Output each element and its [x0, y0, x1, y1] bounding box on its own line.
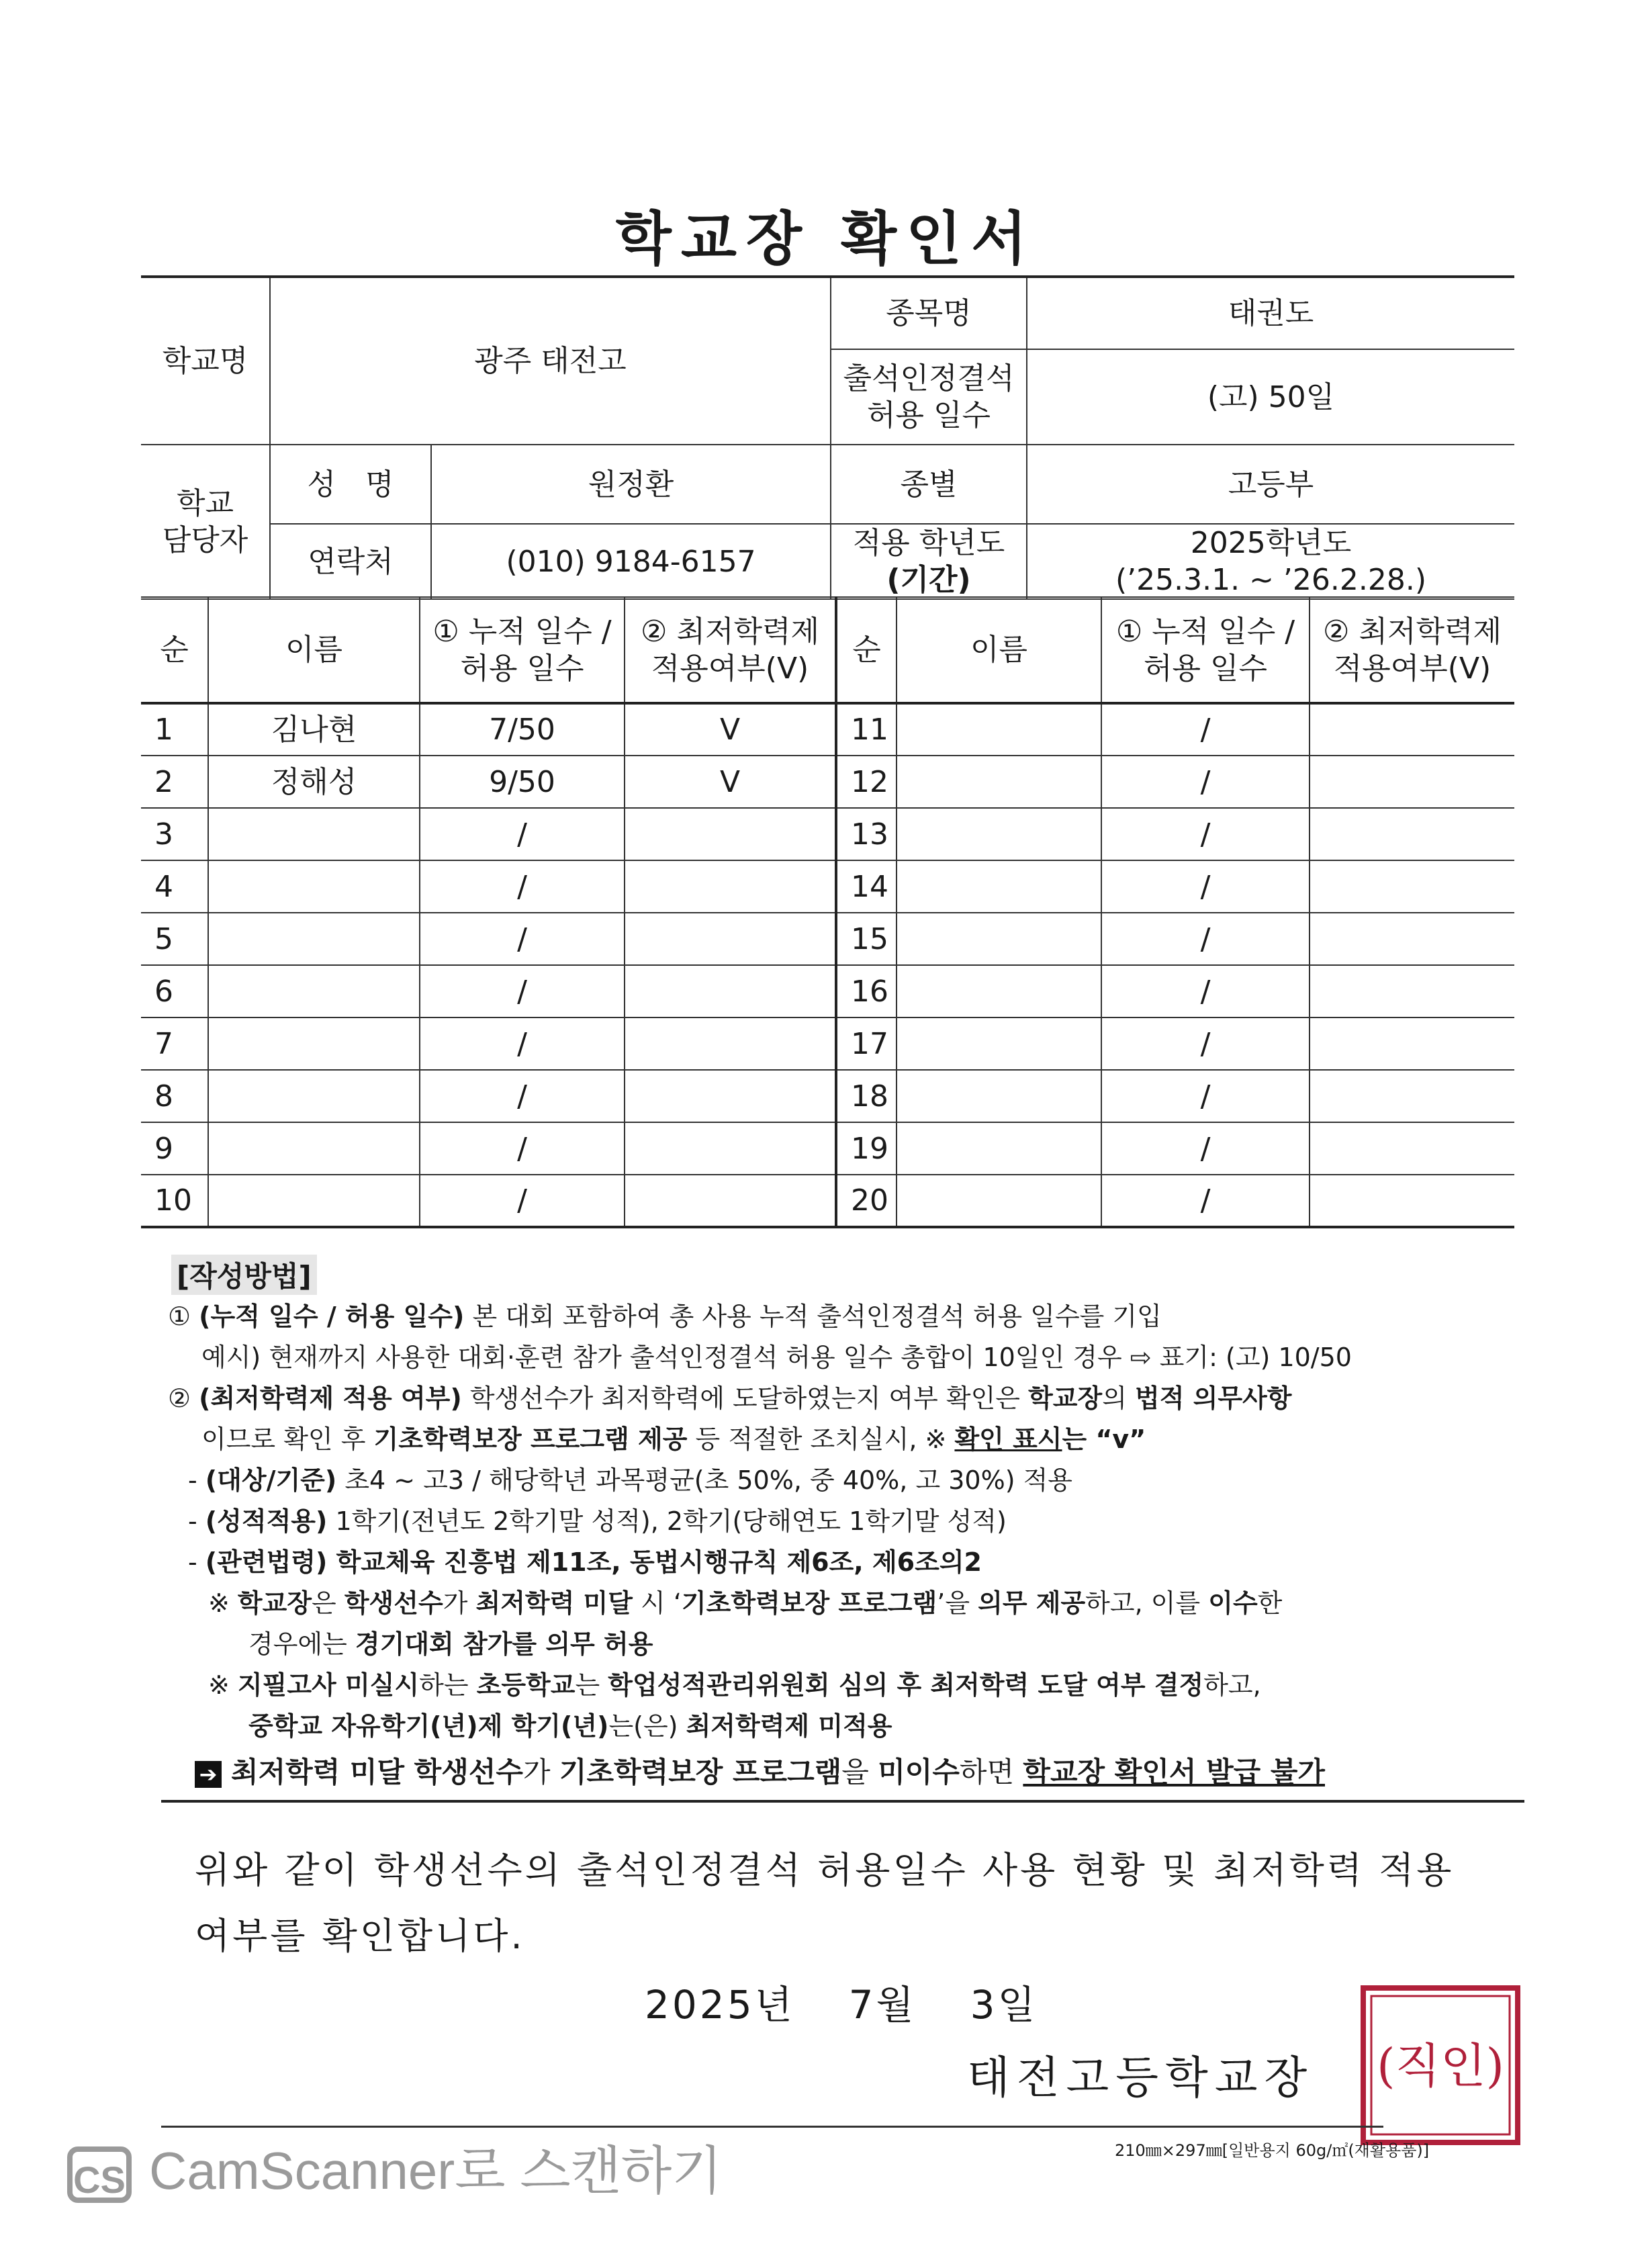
check-cell	[1310, 913, 1514, 965]
row-number: 16	[836, 965, 897, 1017]
manager-label: 학교 담당자	[141, 445, 270, 599]
check-cell	[1310, 860, 1514, 913]
days-cell: /	[1101, 860, 1310, 913]
method-line-5: - (대상/기준) 초4 ~ 고3 / 해당학년 과목평균(초 50%, 중 40%, 고 30%) 적용	[188, 1465, 1073, 1495]
days-cell: /	[420, 965, 625, 1017]
row-number: 20	[836, 1175, 897, 1227]
method-line-8: ※ 학교장은 학생선수가 최저학력 미달 시 ‘기초학력보장 프로그램’을 의무 제공하고, 이를 이수한	[208, 1588, 1283, 1618]
student-table	[141, 596, 1514, 1228]
table-row	[141, 703, 1514, 756]
row-number: 10	[141, 1175, 208, 1227]
student-name	[897, 913, 1101, 965]
student-name	[208, 1070, 420, 1122]
check-cell	[625, 1175, 836, 1227]
check-cell	[1310, 703, 1514, 756]
student-name	[897, 1017, 1101, 1070]
row-number: 14	[836, 860, 897, 913]
notice-line: ➔ 최저학력 미달 학생선수가 기초학력보장 프로그램을 미이수하면 학교장 확인서 발급 불가	[195, 1750, 1325, 1791]
student-name	[897, 808, 1101, 860]
date-year: 2025년	[645, 1982, 795, 2028]
row-number: 11	[836, 703, 897, 756]
event-label: 종목명	[831, 277, 1027, 349]
header-name-left: 이름	[208, 597, 420, 703]
table-row	[141, 913, 1514, 965]
official-seal	[1357, 1981, 1524, 2149]
footer-divider	[161, 2126, 1383, 2128]
info-table	[141, 275, 1514, 600]
student-name	[208, 1175, 420, 1227]
year-value: 2025학년도 (’25.3.1. ~ ’26.2.28.)	[1027, 524, 1514, 599]
school-value: 광주 태전고	[270, 277, 831, 445]
row-number: 18	[836, 1070, 897, 1122]
year-label: 적용 학년도 (기간)	[831, 524, 1027, 599]
table-row	[141, 808, 1514, 860]
days-cell: /	[420, 1175, 625, 1227]
table-row	[141, 965, 1514, 1017]
check-cell	[1310, 1175, 1514, 1227]
check-cell: V	[625, 756, 836, 808]
table-row	[141, 1122, 1514, 1175]
method-line-1: ① (누적 일수 / 허용 일수) 본 대회 포함하여 총 사용 누적 출석인정결석 허용 일수를 기입	[168, 1302, 1162, 1331]
student-name	[208, 913, 420, 965]
header-name-right: 이름	[897, 597, 1101, 703]
days-label: 출석인정결석 허용 일수	[831, 349, 1027, 445]
days-cell: /	[420, 913, 625, 965]
closing-statement: 위와 같이 학생선수의 출석인정결석 허용일수 사용 현황 및 최저학력 적용 여부를 확인합니다.	[195, 1849, 1455, 1957]
header-check-left: ② 최저학력제 적용여부(V)	[625, 597, 836, 703]
row-number: 8	[141, 1070, 208, 1122]
date-day: 3일	[970, 1982, 1038, 2028]
svg-text:(직인): (직인)	[1377, 2038, 1504, 2093]
camscanner-text: CamScanner로 스캔하기	[149, 2141, 723, 2200]
student-name	[897, 860, 1101, 913]
method-line-10: ※ 지필고사 미실시하는 초등학교는 학업성적관리위원회 심의 후 최저학력 도달 여부 결정하고,	[208, 1670, 1261, 1700]
student-name	[897, 756, 1101, 808]
check-cell	[1310, 1070, 1514, 1122]
check-cell	[625, 913, 836, 965]
row-number: 15	[836, 913, 897, 965]
days-cell: /	[1101, 965, 1310, 1017]
student-name	[208, 1122, 420, 1175]
method-line-4: 이므로 확인 후 기초학력보장 프로그램 제공 등 적절한 조치실시, ※ 확인 표시는 “v”	[201, 1424, 1146, 1454]
row-number: 17	[836, 1017, 897, 1070]
student-name: 김나현	[208, 703, 420, 756]
days-cell: /	[420, 1017, 625, 1070]
contact-value: (010) 9184-6157	[431, 524, 831, 599]
method-line-11: 중학교 자유학기(년)제 학기(년)는(은) 최저학력제 미적용	[248, 1711, 892, 1741]
check-cell	[625, 860, 836, 913]
name-value: 원정환	[431, 445, 831, 524]
division-label: 종별	[831, 445, 1027, 524]
arrow-box-icon: ➔	[195, 1761, 222, 1788]
date-month: 7월	[848, 1982, 917, 2028]
student-name	[208, 808, 420, 860]
student-name	[897, 1070, 1101, 1122]
school-label: 학교명	[141, 277, 270, 445]
camscanner-logo-icon: CS	[67, 2146, 132, 2203]
issue-date	[645, 1973, 1038, 2030]
student-name	[208, 965, 420, 1017]
row-number: 13	[836, 808, 897, 860]
event-value: 태권도	[1027, 277, 1514, 349]
row-number: 7	[141, 1017, 208, 1070]
days-cell: /	[1101, 1175, 1310, 1227]
days-cell: /	[420, 860, 625, 913]
days-cell: 7/50	[420, 703, 625, 756]
table-row	[141, 1070, 1514, 1122]
row-number: 6	[141, 965, 208, 1017]
days-cell: /	[420, 808, 625, 860]
days-cell: /	[420, 1070, 625, 1122]
row-number: 2	[141, 756, 208, 808]
check-cell	[625, 1122, 836, 1175]
table-row	[141, 1017, 1514, 1070]
student-name	[897, 1122, 1101, 1175]
days-cell: /	[1101, 1070, 1310, 1122]
name-label: 성 명	[270, 445, 431, 524]
check-cell	[1310, 1122, 1514, 1175]
student-name	[897, 1175, 1101, 1227]
student-name	[897, 703, 1101, 756]
row-number: 19	[836, 1122, 897, 1175]
student-name	[208, 1017, 420, 1070]
student-name	[897, 965, 1101, 1017]
method-heading: [작성방법]	[171, 1255, 317, 1295]
days-cell: /	[1101, 1122, 1310, 1175]
method-line-6: - (성적적용) 1학기(전년도 2학기말 성적), 2학기(당해연도 1학기말 성적)	[188, 1506, 1007, 1536]
student-name: 정해성	[208, 756, 420, 808]
check-cell: V	[625, 703, 836, 756]
row-number: 3	[141, 808, 208, 860]
check-cell	[625, 965, 836, 1017]
camscanner-watermark	[67, 2129, 723, 2204]
check-cell	[1310, 756, 1514, 808]
document-title: 학교장 확인서	[615, 206, 1037, 273]
method-line-9: 경우에는 경기대회 참가를 의무 허용	[248, 1629, 653, 1659]
days-value: (고) 50일	[1027, 349, 1514, 445]
row-number: 4	[141, 860, 208, 913]
check-cell	[625, 1070, 836, 1122]
table-row	[141, 860, 1514, 913]
method-line-3: ② (최저학력제 적용 여부) 학생선수가 최저학력에 도달하였는지 여부 확인은 학교장의 법적 의무사항	[168, 1384, 1292, 1413]
days-cell: /	[1101, 703, 1310, 756]
row-number: 1	[141, 703, 208, 756]
table-row	[141, 756, 1514, 808]
header-days-right: ① 누적 일수 / 허용 일수	[1101, 597, 1310, 703]
days-cell: /	[1101, 1017, 1310, 1070]
check-cell	[625, 808, 836, 860]
check-cell	[1310, 1017, 1514, 1070]
check-cell	[1310, 965, 1514, 1017]
student-name	[208, 860, 420, 913]
header-check-right: ② 최저학력제 적용여부(V)	[1310, 597, 1514, 703]
method-line-7: - (관련법령) 학교체육 진흥법 제11조, 동법시행규칙 제6조, 제6조의2	[188, 1547, 982, 1577]
header-no-right: 순	[836, 597, 897, 703]
method-section	[168, 1296, 1511, 1747]
principal-name: 태전고등학교장	[967, 2052, 1314, 2103]
check-cell	[1310, 808, 1514, 860]
divider	[161, 1800, 1524, 1803]
days-cell: /	[1101, 756, 1310, 808]
days-cell: 9/50	[420, 756, 625, 808]
row-number: 5	[141, 913, 208, 965]
row-number: 12	[836, 756, 897, 808]
contact-label: 연락처	[270, 524, 431, 599]
days-cell: /	[420, 1122, 625, 1175]
method-line-2: 예시) 현재까지 사용한 대회·훈련 참가 출석인정결석 허용 일수 총합이 10일인 경우 ⇨ 표기: (고) 10/50	[201, 1343, 1352, 1372]
days-cell: /	[1101, 913, 1310, 965]
days-cell: /	[1101, 808, 1310, 860]
header-days-left: ① 누적 일수 / 허용 일수	[420, 597, 625, 703]
row-number: 9	[141, 1122, 208, 1175]
division-value: 고등부	[1027, 445, 1514, 524]
table-row	[141, 1175, 1514, 1227]
paper-spec: 210㎜×297㎜[일반용지 60g/㎡(재활용품)]	[1115, 2141, 1430, 2160]
check-cell	[625, 1017, 836, 1070]
header-no-left: 순	[141, 597, 208, 703]
